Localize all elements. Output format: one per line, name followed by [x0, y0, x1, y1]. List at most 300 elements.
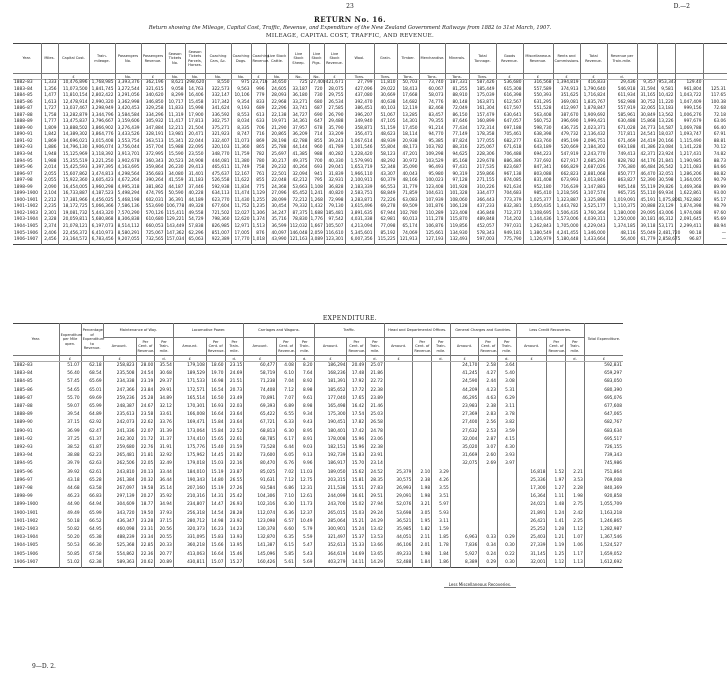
table-cell: 22.76 — [136, 444, 155, 452]
table-cell — [384, 395, 413, 403]
table-cell: 37.25 — [59, 436, 81, 444]
table-cell: 7,586,136 — [115, 204, 141, 211]
table-cell: 427,096 — [345, 87, 374, 94]
table-cell: 18,114 — [397, 132, 419, 139]
table-cell: 55,110 — [637, 191, 657, 198]
table-cell: 1,217,431 — [675, 152, 703, 159]
table-cell: 38.88 — [59, 452, 81, 460]
table-cell: 55,119 — [637, 185, 657, 192]
table-cell: 798,360 — [205, 217, 231, 224]
table-cell: 73,740 — [419, 80, 445, 87]
table-cell: 985,410 — [523, 191, 553, 198]
table-cell: 28,099 — [266, 198, 288, 205]
table-cell: 22,456,372 — [58, 231, 89, 238]
table-cell: 617,597 — [496, 106, 523, 113]
table-cell: 321,497 — [314, 534, 347, 542]
year-cell: 1893–94 — [14, 152, 33, 158]
table-cell: 2.25 — [566, 518, 585, 526]
table-row — [13, 501, 623, 509]
col-header: Coaching Dogs. — [231, 44, 251, 74]
table-cell: 31.37 — [155, 436, 174, 444]
table-cell: 3,913,701 — [115, 152, 141, 159]
table-cell: 2,299,411 — [675, 224, 703, 231]
table-cell: 1.11 — [547, 493, 566, 501]
unit-cell: £ — [251, 74, 266, 80]
table-cell — [479, 493, 498, 501]
year-cell: 1904–1905 — [14, 224, 39, 230]
table-cell: 682,277 — [496, 139, 523, 146]
table-cell: 79,332 — [288, 204, 309, 211]
table-cell: 61.37 — [81, 436, 103, 444]
table-cell: 488,239 — [103, 534, 136, 542]
table-cell: 104,631 — [419, 191, 445, 198]
table-cell: 328,191 — [141, 132, 165, 139]
table-cell: 1,180,000 — [607, 211, 637, 218]
table-cell: 706 — [251, 126, 266, 133]
table-cell: 74,069 — [397, 231, 419, 238]
table-cell: 44,187 — [165, 185, 185, 192]
table-cell: 100,023 — [419, 178, 445, 185]
table-cell: 14.23 — [225, 526, 244, 534]
table-cell: 60,477 — [244, 362, 277, 371]
table-cell: 1,129 — [252, 191, 265, 197]
table-cell: 921,634 — [496, 185, 523, 192]
table-cell: 375,271 — [205, 126, 231, 133]
table-cell: 58,123 — [374, 152, 397, 159]
table-cell: 297,139 — [103, 493, 136, 501]
table-cell: 123,301 — [324, 237, 345, 244]
sub-header-per-train-mile: Per Train-mile. — [497, 338, 516, 356]
table-cell: 8.95 — [295, 428, 314, 436]
table-cell: 53,698 — [384, 510, 413, 518]
unit-cell: £ — [173, 356, 206, 362]
table-cell: 1,999,421 — [580, 119, 607, 126]
table-cell: 280,712 — [173, 518, 206, 526]
table-cell: 25.07 — [366, 362, 385, 371]
table-cell — [516, 362, 547, 371]
table-cell: 94,625 — [445, 152, 469, 159]
table-cell: — — [703, 231, 727, 238]
table-cell: 9.96 — [295, 460, 314, 468]
table-cell: 32,075 — [450, 460, 479, 468]
table-cell: 95.17 — [703, 198, 727, 205]
table-cell: 412,997 — [553, 106, 580, 113]
table-cell: 24.52 — [366, 469, 385, 477]
table-cell: 66.30 — [81, 542, 103, 550]
table-cell: 15.33 — [347, 542, 366, 550]
table-cell: 34,247 — [266, 211, 288, 218]
table-cell: 20.62 — [136, 559, 155, 568]
table-cell: 316,568 — [523, 80, 553, 87]
table-cell: 49,558 — [185, 211, 205, 218]
table-cell: 3.64 — [497, 362, 516, 371]
table-cell: 8,550 — [205, 80, 231, 87]
table-cell: 19,081,732 — [58, 211, 89, 218]
table-cell: 6,783,456 — [89, 237, 115, 244]
table-cell: 62.38 — [81, 559, 103, 568]
table-row — [13, 191, 727, 198]
table-cell: 60,013 — [397, 217, 419, 224]
group-header-carriages: Carriages and Wagons. — [244, 324, 314, 338]
table-cell: 13,285 — [397, 113, 419, 120]
table-cell: 598,730 — [523, 126, 553, 133]
table-cell: 174,410 — [173, 436, 206, 444]
table-cell: 65,174 — [397, 224, 419, 231]
table-cell: 25,403 — [516, 534, 547, 542]
table-cell: 54.65 — [59, 387, 81, 395]
table-cell: 31,779 — [397, 185, 419, 192]
table-cell: 70,891 — [244, 395, 277, 403]
table-cell: 62,981 — [374, 217, 397, 224]
expenditure-group-header-row — [13, 324, 623, 338]
table-cell: 20.13 — [136, 469, 155, 477]
table-cell: 386,451 — [345, 106, 374, 113]
table-cell: 271,155 — [469, 178, 496, 185]
table-cell — [566, 387, 585, 395]
table-cell: 1,477 — [41, 93, 58, 100]
table-cell: 177,040 — [314, 395, 347, 403]
table-cell: 17.82 — [347, 419, 366, 427]
table-cell: 1,144,436 — [523, 217, 553, 224]
table-cell: 436,347 — [103, 518, 136, 526]
table-cell: 334,477 — [469, 191, 496, 198]
table-cell: 611,934 — [607, 93, 637, 100]
table-cell: 46.23 — [59, 493, 81, 501]
table-cell: 3,147,883 — [580, 185, 607, 192]
table-cell: 11,474 — [231, 191, 251, 198]
expenditure-sub-header-row — [13, 338, 623, 356]
sub-header-amount: Amount. — [450, 338, 479, 356]
section-title-traffic: MILEAGE, CAPITAL COST, TRAFFIC, AND REVENUE. — [265, 33, 435, 39]
table-cell: 22,968 — [266, 100, 288, 107]
table-cell: 111,278 — [419, 217, 445, 224]
table-cell: 751,864 — [584, 469, 623, 477]
table-cell: 905,148 — [607, 185, 637, 192]
table-cell: 34.89 — [155, 395, 174, 403]
sub-header-percent: Per Cent. of Revenue. — [413, 338, 432, 356]
table-cell: 31,594 — [637, 87, 657, 94]
table-cell: 23.89 — [366, 395, 385, 403]
table-cell: 256,318 — [173, 510, 206, 518]
table-cell: 15.70 — [347, 460, 366, 468]
table-cell: 15,998 — [185, 106, 205, 113]
table-cell — [432, 403, 451, 411]
table-cell: 65.99 — [81, 510, 103, 518]
table-cell: 5,498,294 — [115, 191, 141, 198]
unit-cell: Tons. — [445, 74, 469, 80]
table-cell — [566, 436, 585, 444]
table-cell: 2,858,675 — [657, 237, 675, 244]
table-cell: 259,866 — [469, 172, 496, 179]
table-cell: 678 — [309, 126, 324, 133]
table-cell: 28,198 — [266, 139, 288, 146]
table-cell: 20,523 — [165, 159, 185, 166]
traffic-header-row — [13, 44, 727, 74]
table-cell: 22,501 — [266, 172, 288, 179]
table-cell — [384, 436, 413, 444]
table-cell: 627,917 — [553, 159, 580, 166]
table-cell: 6.57 — [277, 518, 296, 526]
unit-cell: No. — [309, 74, 324, 80]
table-cell: 546,918 — [607, 87, 637, 94]
table-cell: 7.12 — [277, 387, 296, 395]
table-cell: 886,386 — [496, 159, 523, 166]
unit-cell: d. — [225, 356, 244, 362]
col-header: Revenue per Train-mile. — [607, 44, 637, 74]
table-cell: 234,807 — [173, 501, 206, 509]
table-cell: 4,187,523 — [89, 191, 115, 198]
table-cell: 169,471 — [173, 419, 206, 427]
table-row — [13, 411, 623, 419]
table-cell: 1.48 — [547, 501, 566, 509]
table-cell: 93.00 — [703, 191, 727, 198]
table-cell: 0.33 — [479, 534, 498, 542]
table-cell: 48,116 — [607, 231, 637, 238]
table-cell: 26,790 — [324, 113, 345, 120]
table-cell: 12.31 — [295, 485, 314, 493]
table-cell — [479, 518, 498, 526]
table-cell: 147,362 — [166, 230, 185, 236]
table-cell: 44,209 — [450, 387, 479, 395]
table-cell: 680 — [309, 100, 324, 107]
table-cell: 828,782 — [607, 159, 637, 166]
table-cell: 1.98 — [566, 493, 585, 501]
table-cell: 1,282,987 — [584, 526, 623, 534]
table-cell — [413, 378, 432, 386]
table-cell: 9,357 — [637, 80, 657, 87]
year-cell: 1891–92 — [14, 138, 33, 144]
table-cell: 48,173 — [397, 145, 419, 152]
table-cell: 40,103 — [374, 106, 397, 113]
table-cell: 64.95 — [81, 526, 103, 534]
table-cell: 24,605 — [266, 87, 288, 94]
table-cell: 22,296 — [266, 106, 288, 113]
sub-header-per-train-mile: Per Train-mile. — [366, 338, 385, 356]
year-cell: 1895–96 — [14, 165, 33, 171]
table-cell: 2,136,432 — [580, 132, 607, 139]
table-cell: 336,592 — [205, 113, 231, 120]
table-cell — [384, 428, 413, 436]
table-cell: 27.94 — [366, 501, 385, 509]
table-cell — [432, 419, 451, 427]
table-cell: 98.79 — [703, 204, 727, 211]
table-cell: 560,752 — [523, 119, 553, 126]
group-header-maintenance: Maintenance of Way. — [103, 324, 173, 338]
table-cell: 30,454 — [266, 204, 288, 211]
table-cell: 34,727 — [288, 113, 309, 120]
table-cell: 14.47 — [206, 501, 225, 509]
table-cell: 5.69 — [295, 559, 314, 568]
table-cell: 57,838 — [185, 224, 205, 231]
table-cell: 300,901 — [314, 526, 347, 534]
table-cell: 13,037,467 — [58, 106, 89, 113]
table-cell: 3,796,667 — [89, 119, 115, 126]
table-cell: 171,533 — [173, 378, 206, 386]
traffic-revenue-table — [13, 43, 727, 245]
table-cell: 77,149 — [445, 132, 469, 139]
year-cell: 1886–87 — [14, 395, 33, 401]
table-cell: 247,366 — [103, 387, 136, 395]
table-cell: 9,207,055 — [115, 237, 141, 244]
table-cell: 20.33 — [155, 542, 174, 550]
table-cell: 3.29 — [432, 469, 451, 477]
table-cell: 20,059,811 — [58, 217, 89, 224]
table-cell: 21,504 — [185, 126, 205, 133]
table-cell: 49,328 — [185, 204, 205, 211]
table-cell: 536,680 — [496, 80, 523, 87]
table-cell: 2,328 — [41, 217, 58, 224]
table-cell: 578,343 — [469, 231, 496, 238]
table-cell: 1,333 — [41, 80, 58, 87]
table-cell: 15.02 — [347, 501, 366, 509]
table-cell: 23.49 — [225, 395, 244, 403]
table-cell: 170,301 — [173, 403, 206, 411]
table-cell: 23.58 — [136, 411, 155, 419]
table-cell: 100.38 — [703, 100, 727, 107]
table-cell: 189,529 — [173, 370, 206, 378]
table-cell: 116,610 — [325, 230, 344, 236]
table-cell — [497, 485, 516, 493]
table-cell: 160,426 — [244, 559, 277, 568]
table-cell: 110,289 — [419, 211, 445, 218]
table-cell: 127,193 — [419, 237, 445, 244]
table-cell: 22.16 — [225, 460, 244, 468]
table-cell: 22.03 — [225, 403, 244, 411]
table-cell — [547, 428, 566, 436]
table-cell: 5.47 — [295, 542, 314, 550]
table-cell: 14,682 — [397, 100, 419, 107]
table-cell: 3,760,364 — [580, 211, 607, 218]
table-cell: 40,228 — [185, 191, 205, 198]
table-cell: 15,125,969 — [58, 152, 89, 159]
year-cell: 1898–99 — [14, 184, 33, 190]
table-cell: 823,687 — [496, 165, 523, 172]
table-cell: 52,390 — [637, 178, 657, 185]
table-cell: 3,276,439 — [115, 126, 141, 133]
table-cell: 1,190,985 — [675, 159, 703, 166]
table-cell — [516, 460, 547, 468]
table-cell: 13,888,502 — [58, 126, 89, 133]
sub-header-percent: Per Cent. of Revenue. — [547, 338, 566, 356]
table-cell: 31,839 — [324, 172, 345, 179]
table-cell: 396,690 — [553, 119, 580, 126]
table-cell: 322,573 — [205, 87, 231, 94]
table-cell: 175,962 — [173, 452, 206, 460]
table-cell: 3.05 — [413, 510, 432, 518]
sub-header-percent: Per Cent. of Revenue. — [277, 338, 296, 356]
unit-cell: d. — [566, 356, 585, 362]
table-cell: 31,401 — [185, 172, 205, 179]
table-cell: 6.17 — [277, 436, 296, 444]
table-cell — [703, 80, 727, 87]
table-cell: 14.54 — [206, 510, 225, 518]
table-cell: 63.58 — [81, 485, 103, 493]
table-cell: 61.87 — [81, 444, 103, 452]
unit-cell: d. — [497, 356, 516, 362]
table-cell: 671,469 — [607, 139, 637, 146]
table-cell: 305,932 — [141, 119, 165, 126]
table-cell: 60,067 — [419, 87, 445, 94]
table-cell: 11,810 — [374, 80, 397, 87]
table-cell: 24,773 — [637, 126, 657, 133]
return-title: RETURN No. 16. — [313, 15, 387, 24]
table-cell: 1,075,806 — [658, 197, 681, 203]
table-cell: 51,159 — [374, 126, 397, 133]
table-cell: 1,306 — [252, 210, 265, 216]
table-cell — [450, 526, 479, 534]
table-cell: 190,451 — [314, 419, 347, 427]
table-cell: 96,493 — [419, 165, 445, 172]
table-cell: 387,670 — [553, 113, 580, 120]
table-cell: 6.86 — [277, 485, 296, 493]
table-cell: 23,983 — [450, 403, 479, 411]
table-cell: 13,981 — [165, 132, 185, 139]
table-cell: 726,155 — [584, 444, 623, 452]
col-header: Wool. — [345, 44, 374, 74]
table-cell: 697,188 — [496, 126, 523, 133]
table-cell: 341,624 — [205, 106, 231, 113]
table-cell: 79,355 — [419, 119, 445, 126]
table-cell: 769,008 — [584, 477, 623, 485]
table-cell: 40,097 — [266, 231, 288, 238]
table-cell: 32,004 — [450, 436, 479, 444]
table-cell: 29,755 — [324, 93, 345, 100]
table-cell: 72,212 — [288, 198, 309, 205]
table-cell: 9.61 — [295, 395, 314, 403]
table-cell: 920,858 — [584, 493, 623, 501]
table-cell: 1.13 — [566, 559, 585, 568]
table-cell: 997,679 — [675, 119, 703, 126]
table-cell: 87,824 — [445, 139, 469, 146]
table-cell: 687 — [309, 106, 324, 113]
table-cell: 112,032 — [289, 224, 308, 230]
table-cell: 547,919 — [553, 152, 580, 159]
table-cell: 175,300 — [314, 411, 347, 419]
table-cell: 11,622 — [231, 178, 251, 185]
table-cell: 714,202 — [496, 217, 523, 224]
table-cell: 44,051 — [384, 534, 413, 542]
table-cell: 11,360 — [231, 145, 251, 152]
table-cell: 181,391 — [314, 378, 347, 386]
table-cell — [413, 411, 432, 419]
table-cell: 348,770 — [205, 152, 231, 159]
table-cell: 1.07 — [566, 534, 585, 542]
table-cell: 210,316 — [173, 493, 206, 501]
table-cell — [450, 518, 479, 526]
table-cell: 285,064 — [314, 518, 347, 526]
table-cell: 62.23 — [81, 452, 103, 460]
table-cell: 1,622,861 — [675, 191, 703, 198]
table-cell: 44.90 — [59, 501, 81, 509]
table-cell: 8,580,291 — [115, 231, 141, 238]
table-cell — [516, 411, 547, 419]
table-cell: 17,813 — [185, 119, 205, 126]
table-cell: 35.54 — [155, 362, 174, 371]
table-cell: 631,295 — [523, 100, 553, 107]
section-title-expenditure: EXPENDITURE. — [322, 315, 378, 322]
table-cell: 31,165 — [637, 93, 657, 100]
table-cell: 1,886 — [41, 145, 58, 152]
table-cell: 1.98 — [413, 493, 432, 501]
table-cell: 1,141,228 — [675, 145, 703, 152]
table-cell: 869 — [251, 139, 266, 146]
table-row — [13, 444, 623, 452]
table-cell: 43.18 — [59, 477, 81, 485]
table-cell: 5.59 — [295, 534, 314, 542]
table-cell: 30,181 — [637, 217, 657, 224]
table-cell: 8,034 — [231, 119, 251, 126]
table-cell: 243,810 — [103, 469, 136, 477]
